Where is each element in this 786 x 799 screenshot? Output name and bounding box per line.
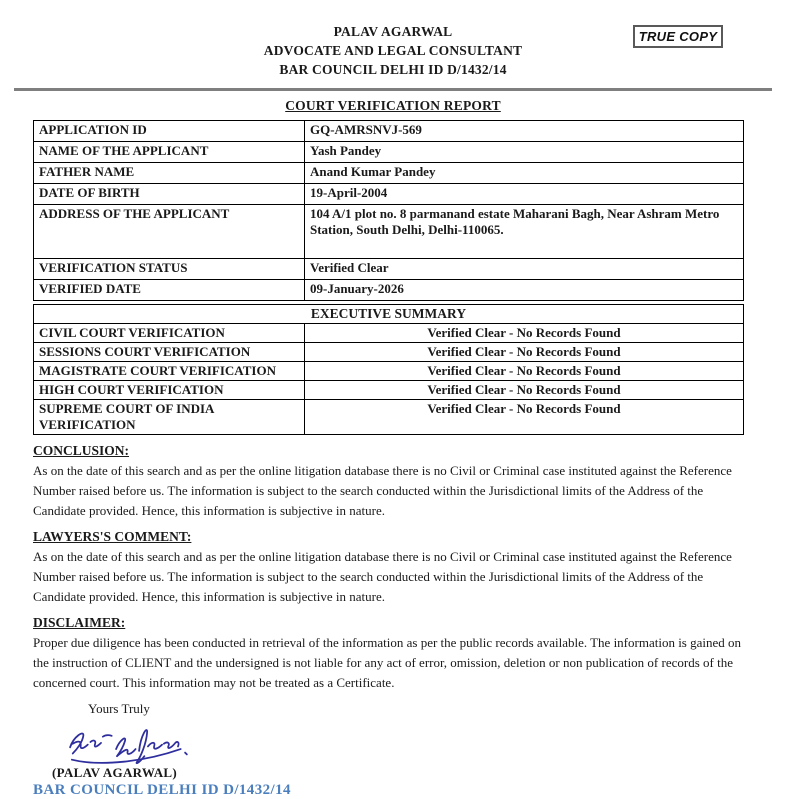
table-row [34, 280, 744, 301]
detail-label: DATE OF BIRTH [34, 184, 305, 205]
executive-summary-title: EXECUTIVE SUMMARY [34, 305, 744, 324]
table-row [34, 163, 744, 184]
detail-value: 19-April-2004 [305, 184, 744, 205]
advocate-bar-id: BAR COUNCIL DELHI ID D/1432/14 [279, 62, 507, 77]
table-row [34, 121, 744, 142]
table-row [34, 343, 744, 362]
handwritten-signature-icon [52, 719, 212, 765]
table-row [34, 362, 744, 381]
table-row [34, 381, 744, 400]
summary-label: SUPREME COURT OF INDIA VERIFICATION [34, 400, 305, 435]
disclaimer-section [33, 615, 746, 693]
detail-label: VERIFICATION STATUS [34, 259, 305, 280]
detail-value: GQ-AMRSNVJ-569 [305, 121, 744, 142]
summary-value: Verified Clear - No Records Found [305, 324, 744, 343]
conclusion-body: As on the date of this search and as per the online litigation database there is no Civil or Criminal case instituted against the Reference Number raised before us. The information is subject to the search conducted within the Jurisdictional limits of the Address of the Candidate provided. Hence, this information is subjective in nature. [33, 463, 732, 518]
detail-value: Anand Kumar Pandey [305, 163, 744, 184]
summary-label: SESSIONS COURT VERIFICATION [34, 343, 305, 362]
detail-value: 104 A/1 plot no. 8 parmanand estate Maharani Bagh, Near Ashram Metro Station, South Delhi, Delhi-110065. [305, 205, 744, 259]
summary-label: MAGISTRATE COURT VERIFICATION [34, 362, 305, 381]
footer-bar-council-id: BAR COUNCIL DELHI ID D/1432/14 [33, 782, 291, 798]
signature-block [52, 719, 786, 765]
report-title: COURT VERIFICATION REPORT [285, 98, 501, 113]
summary-value: Verified Clear - No Records Found [305, 362, 744, 381]
disclaimer-body: Proper due diligence has been conducted in retrieval of the information as per the public records available. The information is gained on the instruction of CLIENT and the undersigned is not liable for any act of error, omission, deletion or non publication of records of the concerned court. This information may not be treated as a Certificate. [33, 635, 742, 690]
table-row [34, 142, 744, 163]
summary-value: Verified Clear - No Records Found [305, 343, 744, 362]
conclusion-heading: CONCLUSION: [33, 443, 130, 458]
table-row [34, 400, 744, 435]
advocate-name: PALAV AGARWAL [333, 24, 453, 39]
table-row [34, 184, 744, 205]
true-copy-stamp [633, 25, 723, 48]
summary-value: Verified Clear - No Records Found [305, 400, 744, 435]
detail-label: VERIFIED DATE [34, 280, 305, 301]
summary-label: HIGH COURT VERIFICATION [34, 381, 305, 400]
detail-label: FATHER NAME [34, 163, 305, 184]
detail-label: APPLICATION ID [34, 121, 305, 142]
detail-label: ADDRESS OF THE APPLICANT [34, 205, 305, 259]
lawyers-comment-body: As on the date of this search and as per the online litigation database there is no Civil or Criminal case instituted against the Reference Number raised before us. The information is subject to the search conducted within the Jurisdictional limits of the Address of the Candidate provided. Hence, this information is subjective in nature. [33, 549, 732, 604]
summary-value: Verified Clear - No Records Found [305, 381, 744, 400]
conclusion-section [33, 443, 746, 521]
detail-value: Verified Clear [305, 259, 744, 280]
table-row [34, 324, 744, 343]
table-row [34, 205, 744, 259]
summary-label: CIVIL COURT VERIFICATION [34, 324, 305, 343]
horizontal-divider [14, 88, 772, 91]
table-header-row [34, 305, 744, 324]
applicant-details-table [33, 120, 744, 301]
true-copy-label: TRUE COPY [638, 29, 718, 44]
detail-label: NAME OF THE APPLICANT [34, 142, 305, 163]
advocate-subtitle: ADVOCATE AND LEGAL CONSULTANT [263, 43, 523, 58]
disclaimer-heading: DISCLAIMER: [33, 615, 126, 630]
executive-summary-table [33, 304, 744, 435]
detail-value: Yash Pandey [305, 142, 744, 163]
table-row [34, 259, 744, 280]
signatory-name: (PALAV AGARWAL) [52, 765, 178, 780]
lawyers-comment-section [33, 529, 746, 607]
closing-salutation: Yours Truly [88, 701, 150, 716]
lawyers-comment-heading: LAWYERS'S COMMENT: [33, 529, 192, 544]
detail-value: 09-January-2026 [305, 280, 744, 301]
